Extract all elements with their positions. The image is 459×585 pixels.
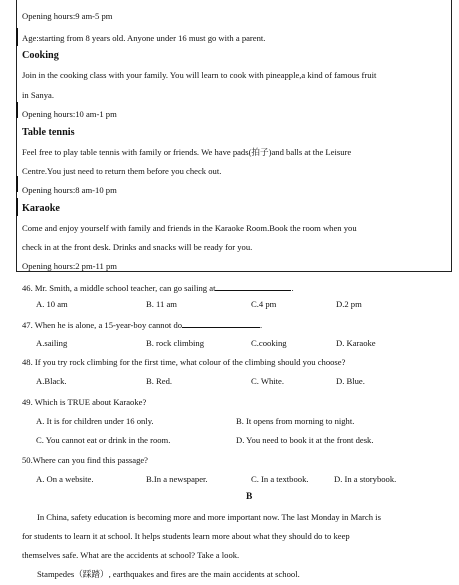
option-50-d: D. In a storybook.: [334, 474, 397, 484]
option-48-b: B. Red.: [146, 376, 173, 386]
option-46-c: C.4 pm: [251, 299, 277, 309]
option-47-c: C.cooking: [251, 338, 287, 348]
option-48-d: D. Blue.: [336, 376, 365, 386]
section-b-paragraph-2-line-1: Stampedes（踩踏）, earthquakes and fires are the main accidents at school.: [37, 569, 300, 579]
cooking-text-2: in Sanya.: [22, 90, 54, 100]
option-48-a: A.Black.: [36, 376, 67, 386]
karaoke-text-1: Come and enjoy yourself with family and friends in the Karaoke Room.Book the room when you: [22, 223, 357, 233]
section-b-paragraph-1-line-2: for students to learn it at school. It helps students learn more about what they should do to keep: [22, 531, 350, 541]
karaoke-hours: Opening hours:2 pm-11 pm: [22, 261, 117, 271]
margin-bar: [16, 176, 18, 192]
table-tennis-hours: Opening hours:8 am-10 pm: [22, 185, 117, 195]
margin-bar: [16, 102, 18, 118]
answer-blank: [182, 319, 263, 330]
option-47-b: B. rock climbing: [146, 338, 204, 348]
section-b-paragraph-1-line-3: themselves safe. What are the accidents at school? Take a look.: [22, 550, 240, 560]
table-tennis-title: Table tennis: [22, 127, 75, 138]
option-47-a: A.sailing: [36, 338, 68, 348]
section-b-paragraph-1-line-1: In China, safety education is becoming more and more important now. The last Monday in March is: [37, 512, 381, 522]
option-49-a: A. It is for children under 16 only.: [36, 416, 154, 426]
table-tennis-text-2: Centre.You just need to return them before you check out.: [22, 166, 222, 176]
question-48: 48. If you try rock climbing for the first time, what colour of the climbing should you choose?: [22, 357, 346, 367]
option-46-a: A. 10 am: [36, 299, 68, 309]
question-46: [22, 282, 294, 293]
option-46-b: B. 11 am: [146, 299, 177, 309]
option-49-d: D. You need to book it at the front desk.: [236, 435, 374, 445]
margin-bar: [16, 198, 18, 216]
question-49: 49. Which is TRUE about Karaoke?: [22, 397, 147, 407]
question-46-end: .: [291, 283, 294, 293]
question-50: 50.Where can you find this passage?: [22, 455, 148, 465]
question-47-end: .: [260, 320, 263, 330]
option-49-c: C. You cannot eat or drink in the room.: [36, 435, 171, 445]
question-46-stem: 46. Mr. Smith, a middle school teacher, can go sailing at: [22, 283, 216, 293]
karaoke-title: Karaoke: [22, 203, 60, 214]
option-48-c: C. White.: [251, 376, 285, 386]
option-46-d: D.2 pm: [336, 299, 362, 309]
option-50-a: A. On a website.: [36, 474, 94, 484]
answer-blank: [215, 282, 294, 293]
question-47-stem: 47. When he is alone, a 15-year-boy cannot do: [22, 320, 183, 330]
option-50-c: C. In a textbook.: [251, 474, 309, 484]
table-tennis-text-1: Feel free to play table tennis with family or friends. We have pads(拍子)and balls at the Leisure: [22, 147, 352, 157]
cooking-text-1: Join in the cooking class with your family. You will learn to cook with pineapple,a kind of famous fruit: [22, 70, 377, 80]
cooking-hours: Opening hours:10 am-1 pm: [22, 109, 117, 119]
cooking-title: Cooking: [22, 50, 59, 61]
age-requirement: Age:starting from 8 years old. Anyone under 16 must go with a parent.: [22, 33, 266, 43]
section-b-label: B: [246, 492, 253, 502]
option-47-d: D. Karaoke: [336, 338, 376, 348]
option-49-b: B. It opens from morning to night.: [236, 416, 355, 426]
karaoke-text-2: check in at the front desk. Drinks and snacks will be ready for you.: [22, 242, 253, 252]
question-47: [22, 319, 262, 330]
margin-bar: [16, 28, 18, 46]
opening-hours-1: Opening hours:9 am-5 pm: [22, 11, 113, 21]
option-50-b: B.In a newspaper.: [146, 474, 208, 484]
